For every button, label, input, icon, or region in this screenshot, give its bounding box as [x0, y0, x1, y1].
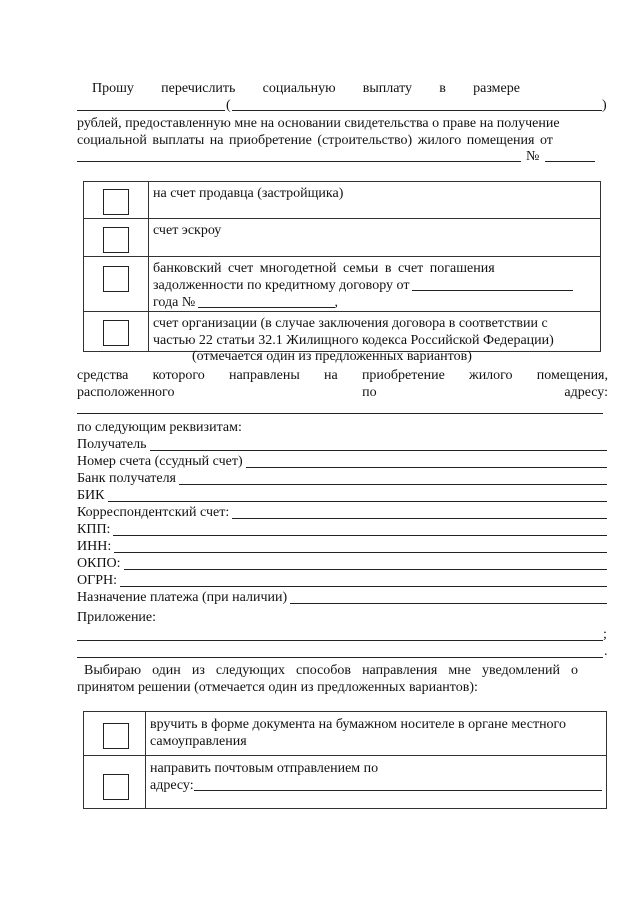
option-text: счет эскроу — [153, 223, 222, 238]
intro-line-1 — [92, 81, 520, 97]
notify-line-2: принятом решении (отмечается один из предложенных вариантов): — [77, 680, 478, 695]
funds-word: помещения, — [536, 368, 608, 383]
option-text: банковский счет многодетной семьи в счет погашения — [153, 261, 495, 276]
bank-input[interactable] — [179, 471, 607, 485]
attachment-blank-1[interactable] — [77, 640, 603, 641]
funds-word: адресу: — [564, 385, 608, 400]
field-row — [77, 488, 607, 505]
escrow-checkbox[interactable] — [103, 227, 129, 253]
notify-word: мне — [448, 663, 471, 678]
attachment-label: Приложение: — [77, 610, 157, 625]
family-account-checkbox[interactable] — [103, 266, 129, 292]
requisites-fields — [77, 437, 607, 607]
intro-word: в — [439, 81, 446, 96]
notify-word: из — [191, 663, 205, 678]
intro-line-2: рублей, предоставленную мне на основании свидетельства о праве на получение — [77, 116, 560, 131]
field-label: Назначение платежа (при наличии) — [77, 590, 288, 605]
field-row — [77, 573, 607, 590]
notification-options-table — [83, 711, 607, 809]
funds-word: расположенного — [77, 385, 175, 400]
funds-word: жилого — [469, 368, 513, 383]
option-row — [84, 712, 607, 756]
field-row — [77, 454, 607, 471]
option-row — [84, 182, 601, 219]
funds-word: которого — [152, 368, 205, 383]
notify-word: Выбираю — [84, 663, 142, 678]
inn-input[interactable] — [114, 539, 607, 553]
option-row — [84, 756, 607, 809]
intro-word: размере — [473, 81, 520, 96]
notify-word: направления — [362, 663, 438, 678]
postal-address-input[interactable] — [194, 777, 602, 791]
loan-number-blank[interactable] — [198, 294, 334, 308]
field-row — [77, 471, 607, 488]
option-text: года № — [153, 295, 196, 310]
funds-word: по — [362, 385, 377, 400]
notify-word: следующих — [215, 663, 285, 678]
notify-word: уведомлений — [481, 663, 560, 678]
option-row — [84, 219, 601, 257]
field-row — [77, 539, 607, 556]
certificate-number-blank[interactable] — [545, 161, 595, 162]
field-label: Номер счета (ссудный счет) — [77, 454, 243, 469]
postal-checkbox[interactable] — [103, 774, 129, 800]
organization-checkbox[interactable] — [103, 320, 129, 346]
field-row — [77, 522, 607, 539]
option-text: задолженности по кредитному договору от — [153, 278, 410, 293]
option-text: самоуправления — [150, 734, 247, 749]
funds-word: приобретение — [361, 368, 445, 383]
intro-word: выплату — [362, 81, 413, 96]
semicolon: ; — [603, 627, 607, 642]
attachment-blank-2[interactable] — [77, 657, 603, 658]
requisites-heading: по следующим реквизитам: — [77, 420, 242, 435]
field-row — [77, 505, 607, 522]
account-number-input[interactable] — [246, 454, 607, 468]
notify-word: один — [152, 663, 181, 678]
correspondent-account-input[interactable] — [232, 505, 607, 519]
notify-word: способов — [296, 663, 352, 678]
ogrn-input[interactable] — [120, 573, 607, 587]
bik-input[interactable] — [108, 488, 608, 502]
amount-words-blank[interactable] — [232, 110, 602, 111]
period: . — [604, 644, 608, 659]
kpp-input[interactable] — [113, 522, 607, 536]
option-row — [84, 257, 601, 312]
option-row — [84, 312, 601, 352]
option-text: вручить в форме документа на бумажном носителе в органе местного — [150, 717, 566, 732]
paren-close: ) — [602, 98, 607, 113]
field-label: ОКПО: — [77, 556, 121, 571]
field-label: Банк получателя — [77, 471, 176, 486]
notify-word: о — [570, 663, 578, 678]
option-text: частью 22 статьи 32.1 Жилищного кодекса Российской Федерации) — [153, 333, 554, 348]
seller-checkbox[interactable] — [103, 189, 129, 215]
number-sign: № — [526, 149, 540, 164]
amount-blank[interactable] — [77, 110, 225, 111]
field-row — [77, 556, 607, 573]
loan-date-blank[interactable] — [412, 277, 573, 291]
comma: , — [334, 295, 338, 310]
intro-word: перечислить — [161, 81, 236, 96]
notify-line-1 — [84, 663, 578, 679]
field-label: КПП: — [77, 522, 111, 537]
intro-word: Прошу — [92, 81, 134, 96]
option-text: направить почтовым отправлением по — [150, 761, 379, 776]
option-text: счет организации (в случае заключения договора в соответствии с — [153, 316, 548, 331]
option-text: на счет продавца (застройщика) — [153, 186, 344, 201]
option-text: адресу: — [150, 778, 194, 793]
intro-line-3: социальной выплаты на приобретение (строительство) жилого помещения от — [77, 133, 553, 148]
paren-open: ( — [226, 98, 231, 113]
address-blank[interactable] — [77, 413, 603, 414]
field-label: Корреспондентский счет: — [77, 505, 230, 520]
field-row — [77, 590, 607, 607]
field-label: БИК — [77, 488, 105, 503]
payment-options-table — [83, 181, 601, 352]
funds-word: средства — [77, 368, 129, 383]
funds-word: направлены — [229, 368, 300, 383]
intro-word: социальную — [262, 81, 336, 96]
funds-line-1 — [77, 368, 608, 384]
field-label: ОГРН: — [77, 573, 117, 588]
recipient-input[interactable] — [150, 437, 607, 451]
payment-purpose-input[interactable] — [290, 590, 607, 604]
okpo-input[interactable] — [124, 556, 607, 570]
funds-word: на — [324, 368, 338, 383]
choose-note: (отмечается один из предложенных вариантов) — [192, 349, 472, 364]
in-person-checkbox[interactable] — [103, 723, 129, 749]
field-row — [77, 437, 607, 454]
certificate-date-blank[interactable] — [77, 161, 521, 162]
field-label: ИНН: — [77, 539, 112, 554]
field-label: Получатель — [77, 437, 147, 452]
funds-line-2 — [77, 385, 608, 401]
